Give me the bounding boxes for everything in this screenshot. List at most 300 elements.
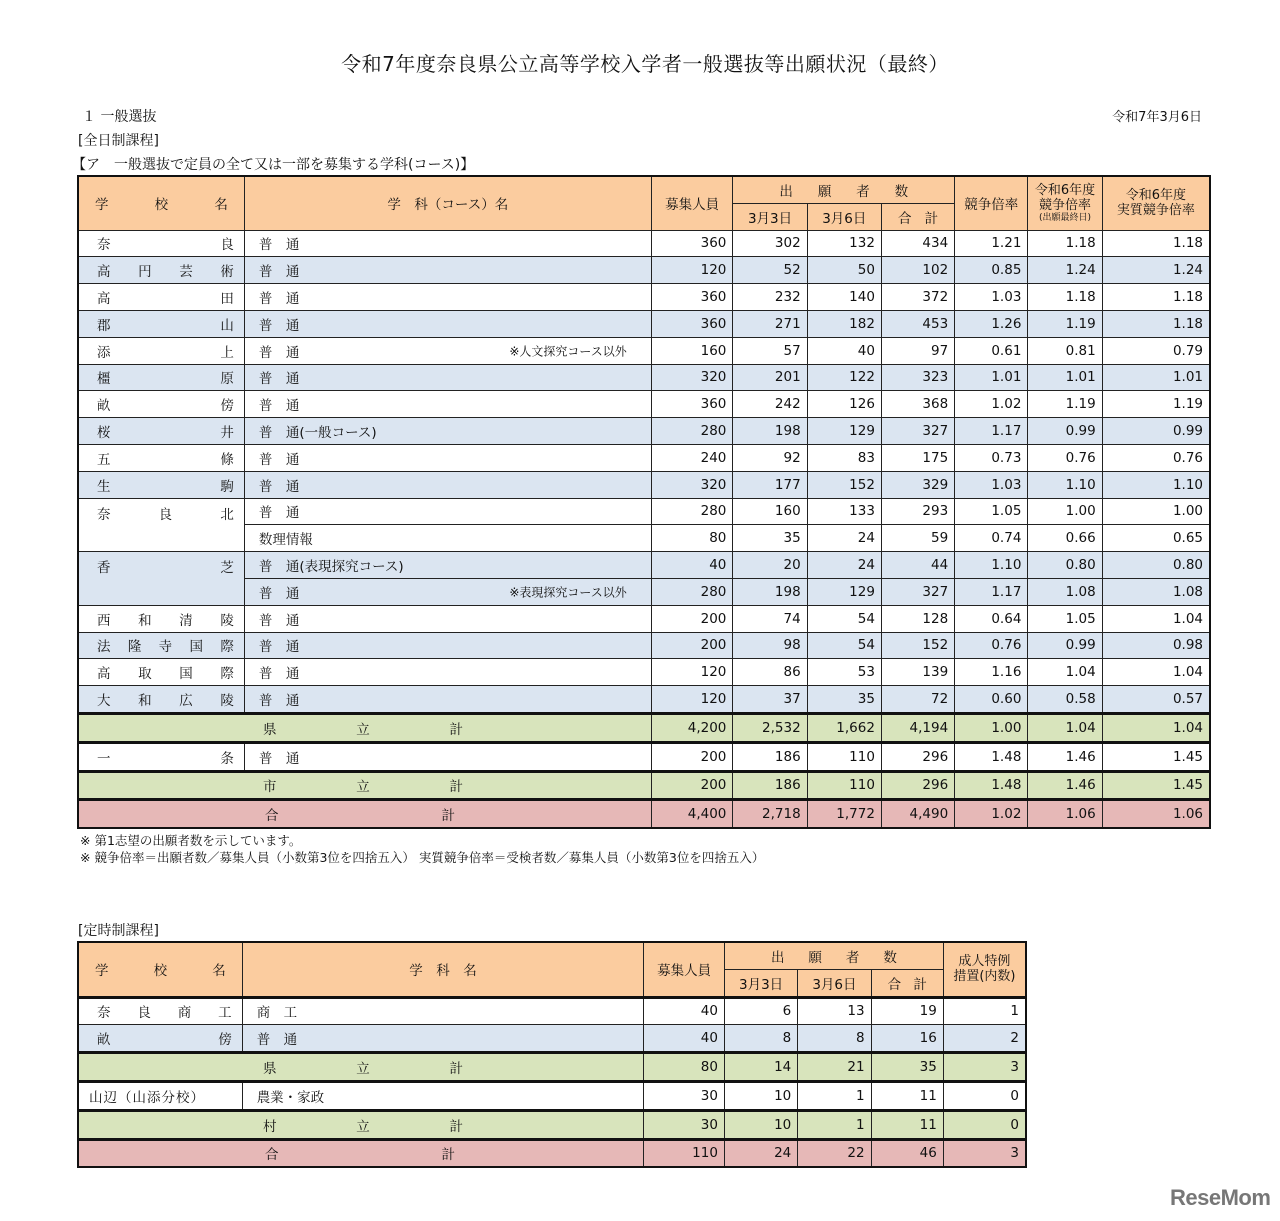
header-total: 合 計 — [881, 203, 954, 230]
total: 11 — [871, 1081, 943, 1110]
total: 152 — [881, 632, 954, 659]
mar6: 1,772 — [807, 800, 881, 828]
mar6: 133 — [807, 498, 881, 525]
capacity: 40 — [644, 997, 725, 1025]
total-row — [78, 713, 1210, 742]
mar6: 40 — [807, 337, 881, 364]
school-cell — [78, 632, 244, 659]
school-cell — [78, 605, 244, 632]
table-row — [78, 418, 1210, 445]
dept-name: 数理情報 — [244, 525, 651, 552]
mar3: 198 — [733, 578, 807, 605]
header-capacity: 募集人員 — [644, 942, 725, 997]
prev_real: 1.06 — [1102, 800, 1210, 828]
prev_ratio: 1.06 — [1028, 800, 1102, 828]
mar6: 50 — [807, 257, 881, 284]
adult: 3 — [943, 1139, 1026, 1167]
school-name: 奈 良 商 工 — [97, 1005, 232, 1022]
table-row — [78, 284, 1210, 311]
header-applicants: 出 願 者 数 — [724, 942, 943, 969]
total: 368 — [881, 391, 954, 418]
ratio: 1.00 — [955, 713, 1028, 742]
table-row — [78, 310, 1210, 337]
mar6: 13 — [798, 997, 871, 1025]
ratio: 0.74 — [955, 525, 1028, 552]
mar3: 201 — [733, 364, 807, 391]
mar3: 86 — [733, 659, 807, 686]
table-row — [78, 605, 1210, 632]
capacity: 360 — [651, 230, 733, 257]
school-cell — [78, 284, 244, 311]
school-name: 奈 良 北 — [97, 506, 234, 523]
mar6: 110 — [807, 771, 881, 800]
prev_real: 0.80 — [1102, 552, 1210, 579]
total: 372 — [881, 284, 954, 311]
prev_real: 0.99 — [1102, 418, 1210, 445]
capacity: 200 — [651, 771, 733, 800]
capacity: 120 — [651, 659, 733, 686]
prev_ratio: 1.24 — [1028, 257, 1102, 284]
mar3: 24 — [724, 1139, 797, 1167]
fulltime-table — [77, 175, 1211, 829]
capacity: 160 — [651, 337, 733, 364]
total: 4,490 — [881, 800, 954, 828]
total: 327 — [881, 418, 954, 445]
prev_real: 1.08 — [1102, 578, 1210, 605]
capacity: 280 — [651, 418, 733, 445]
mar3: 52 — [733, 257, 807, 284]
mar6: 8 — [798, 1025, 871, 1053]
capacity: 4,200 — [651, 713, 733, 742]
dept-name: 普 通 — [244, 659, 651, 686]
mar3: 74 — [733, 605, 807, 632]
mar3: 232 — [733, 284, 807, 311]
header-school: 学 校 名 — [78, 942, 242, 997]
prev_real: 1.18 — [1102, 310, 1210, 337]
table-row — [78, 686, 1210, 714]
mar6: 129 — [807, 578, 881, 605]
dept-name: 商 工 — [242, 997, 644, 1025]
school-cell — [78, 444, 244, 471]
fulltime-header — [78, 176, 1210, 230]
mar3: 92 — [733, 444, 807, 471]
subtotal-label: 県 立 計 — [78, 713, 651, 742]
prev_ratio: 1.10 — [1028, 471, 1102, 498]
total: 46 — [871, 1139, 943, 1167]
header-mar3: 3月3日 — [733, 203, 807, 230]
header-prev-real-ratio: 令和6年度 実質競争倍率 — [1102, 176, 1210, 230]
ratio: 1.02 — [955, 800, 1028, 828]
mar3: 2,718 — [733, 800, 807, 828]
dept-note: ※表現探究コース以外 — [509, 585, 627, 600]
header-dept: 学 科 名 — [242, 942, 644, 997]
ratio: 1.05 — [955, 498, 1028, 525]
mar6: 22 — [798, 1139, 871, 1167]
capacity: 80 — [651, 525, 733, 552]
mar6: 83 — [807, 444, 881, 471]
school-cell — [78, 391, 244, 418]
total-row — [78, 800, 1210, 828]
fulltime-label: [全日制課程] — [78, 133, 159, 149]
table-row — [78, 997, 1026, 1025]
adult: 2 — [943, 1025, 1026, 1053]
prev_real: 1.45 — [1102, 742, 1210, 771]
school-name: 西 和 清 陵 — [97, 612, 234, 629]
mar6: 54 — [807, 632, 881, 659]
prev_ratio: 1.46 — [1028, 771, 1102, 800]
mar6: 182 — [807, 310, 881, 337]
header-school: 学 校 名 — [78, 176, 244, 230]
school-name: 高 田 — [97, 291, 234, 308]
prev_real: 1.00 — [1102, 498, 1210, 525]
total: 59 — [881, 525, 954, 552]
prev_ratio: 0.99 — [1028, 632, 1102, 659]
prev_ratio: 1.08 — [1028, 578, 1102, 605]
parttime-label: [定時制課程] — [78, 923, 159, 939]
school-name: 桜 井 — [97, 425, 234, 442]
school-name: 添 上 — [97, 344, 234, 361]
dept-name: 普 通 — [244, 471, 651, 498]
prev_ratio: 0.58 — [1028, 686, 1102, 714]
total: 16 — [871, 1025, 943, 1053]
ratio: 1.48 — [955, 742, 1028, 771]
subtotal-label: 市 立 計 — [78, 771, 651, 800]
capacity: 360 — [651, 310, 733, 337]
table-row — [78, 471, 1210, 498]
ratio: 0.76 — [955, 632, 1028, 659]
ratio: 1.02 — [955, 391, 1028, 418]
table-row — [78, 1025, 1026, 1053]
capacity: 280 — [651, 498, 733, 525]
table-row — [78, 552, 1210, 579]
dept-name: 農業・家政 — [242, 1081, 644, 1110]
mar3: 10 — [724, 1081, 797, 1110]
capacity: 200 — [651, 605, 733, 632]
capacity: 320 — [651, 364, 733, 391]
header-ratio: 競争倍率 — [955, 176, 1028, 230]
adult: 1 — [943, 997, 1026, 1025]
total-row — [78, 1110, 1026, 1139]
capacity: 4,400 — [651, 800, 733, 828]
dept-name: 普 通 ※人文探究コース以外 — [244, 337, 651, 364]
mar6: 54 — [807, 605, 881, 632]
prev_real: 1.24 — [1102, 257, 1210, 284]
total: 323 — [881, 364, 954, 391]
adult: 0 — [943, 1081, 1026, 1110]
mar3: 57 — [733, 337, 807, 364]
table-row — [78, 498, 1210, 525]
fulltime-body — [78, 230, 1210, 828]
total: 293 — [881, 498, 954, 525]
mar3: 37 — [733, 686, 807, 714]
school-cell — [78, 337, 244, 364]
school-name: 畝 傍 — [97, 1032, 232, 1049]
ratio: 0.60 — [955, 686, 1028, 714]
mar3: 302 — [733, 230, 807, 257]
mar6: 24 — [807, 552, 881, 579]
ratio: 1.01 — [955, 364, 1028, 391]
header-adult-special: 成人特例 措置(内数) — [943, 942, 1026, 997]
dept-name: 普 通 — [244, 230, 651, 257]
adult: 0 — [943, 1110, 1026, 1139]
mar3: 160 — [733, 498, 807, 525]
table-row — [78, 391, 1210, 418]
mar6: 129 — [807, 418, 881, 445]
capacity: 200 — [651, 632, 733, 659]
capacity: 30 — [644, 1081, 725, 1110]
school-cell — [78, 310, 244, 337]
prev_ratio: 1.01 — [1028, 364, 1102, 391]
prev_ratio: 0.80 — [1028, 552, 1102, 579]
table-row — [78, 337, 1210, 364]
capacity: 110 — [644, 1139, 725, 1167]
dept-name: 普 通(一般コース) — [244, 418, 651, 445]
prev_ratio: 1.19 — [1028, 310, 1102, 337]
prev_real: 1.19 — [1102, 391, 1210, 418]
table-row — [78, 364, 1210, 391]
school-name: 奈 良 — [97, 237, 234, 254]
prev_real: 0.76 — [1102, 444, 1210, 471]
ratio: 1.03 — [955, 471, 1028, 498]
school-cell — [78, 471, 244, 498]
prev_ratio: 0.66 — [1028, 525, 1102, 552]
capacity: 360 — [651, 284, 733, 311]
school-cell — [78, 418, 244, 445]
subtotal-label: 村 立 計 — [78, 1110, 644, 1139]
school-cell — [78, 1025, 242, 1053]
school-cell — [78, 686, 244, 714]
prev_real: 0.98 — [1102, 632, 1210, 659]
ratio: 1.16 — [955, 659, 1028, 686]
subtotal-label: 合 計 — [78, 1139, 644, 1167]
total-row — [78, 1053, 1026, 1082]
mar3: 8 — [724, 1025, 797, 1053]
subtotal-label: 県 立 計 — [78, 1053, 644, 1082]
mar3: 186 — [733, 742, 807, 771]
ratio: 1.10 — [955, 552, 1028, 579]
school-name: 香 芝 — [97, 560, 234, 577]
prev_real: 1.18 — [1102, 230, 1210, 257]
capacity: 40 — [644, 1025, 725, 1053]
capacity: 120 — [651, 257, 733, 284]
prev_ratio: 1.05 — [1028, 605, 1102, 632]
section-heading: １ 一般選抜 — [82, 109, 157, 125]
ratio: 0.85 — [955, 257, 1028, 284]
total: 97 — [881, 337, 954, 364]
mar3: 35 — [733, 525, 807, 552]
capacity: 40 — [651, 552, 733, 579]
ratio: 1.26 — [955, 310, 1028, 337]
school-name: 橿 原 — [97, 371, 234, 388]
school-cell — [78, 230, 244, 257]
prev_ratio: 1.04 — [1028, 659, 1102, 686]
dept-note: ※人文探究コース以外 — [509, 344, 627, 359]
prev_real: 1.01 — [1102, 364, 1210, 391]
prev_real: 0.57 — [1102, 686, 1210, 714]
table-row — [78, 659, 1210, 686]
school-name: 郡 山 — [97, 317, 234, 334]
prev_real: 0.79 — [1102, 337, 1210, 364]
school-name: 大 和 広 陵 — [97, 693, 234, 710]
header-mar6: 3月6日 — [798, 969, 871, 997]
prev_ratio: 1.46 — [1028, 742, 1102, 771]
school-name: 一 条 — [97, 750, 234, 767]
table-row — [78, 1081, 1026, 1110]
ratio: 1.48 — [955, 771, 1028, 800]
prev_ratio: 0.81 — [1028, 337, 1102, 364]
dept-name: 普 通(表現探究コース) — [244, 552, 651, 579]
capacity: 280 — [651, 578, 733, 605]
mar3: 242 — [733, 391, 807, 418]
total: 11 — [871, 1110, 943, 1139]
mar6: 53 — [807, 659, 881, 686]
ratio: 1.21 — [955, 230, 1028, 257]
total: 453 — [881, 310, 954, 337]
school-cell — [78, 498, 244, 552]
prev_real: 1.45 — [1102, 771, 1210, 800]
prev_ratio: 0.76 — [1028, 444, 1102, 471]
mar3: 198 — [733, 418, 807, 445]
dept-name: 普 通 — [244, 257, 651, 284]
school-name: 五 條 — [97, 451, 234, 468]
total: 434 — [881, 230, 954, 257]
parttime-table — [77, 941, 1027, 1168]
school-name: 法 隆 寺 国 際 — [97, 639, 234, 656]
ratio: 1.17 — [955, 578, 1028, 605]
total: 175 — [881, 444, 954, 471]
capacity: 80 — [644, 1053, 725, 1082]
header-mar6: 3月6日 — [807, 203, 881, 230]
header-capacity: 募集人員 — [651, 176, 733, 230]
table-row — [78, 578, 1210, 605]
total-row — [78, 771, 1210, 800]
dept-name: 普 通 — [244, 498, 651, 525]
prev_ratio: 1.18 — [1028, 284, 1102, 311]
dept-name: 普 通 — [244, 391, 651, 418]
mar6: 1 — [798, 1110, 871, 1139]
header-prev-ratio: 令和6年度 競争倍率 (出願最終日) — [1028, 176, 1102, 230]
capacity: 360 — [651, 391, 733, 418]
mar3: 177 — [733, 471, 807, 498]
school-name: 畝 傍 — [97, 398, 234, 415]
mar6: 24 — [807, 525, 881, 552]
prev_real: 1.18 — [1102, 284, 1210, 311]
dept-name: 普 通 ※表現探究コース以外 — [244, 578, 651, 605]
adult: 3 — [943, 1053, 1026, 1082]
prev_ratio: 1.04 — [1028, 713, 1102, 742]
capacity: 120 — [651, 686, 733, 714]
ratio: 1.17 — [955, 418, 1028, 445]
subtotal-label: 合 計 — [78, 800, 651, 828]
mar6: 1,662 — [807, 713, 881, 742]
header-dept: 学 科（コース）名 — [244, 176, 651, 230]
document-title: 令和7年度奈良県公立高等学校入学者一般選抜等出願状況（最終） — [341, 52, 949, 76]
mar6: 122 — [807, 364, 881, 391]
prev_ratio: 1.19 — [1028, 391, 1102, 418]
total: 35 — [871, 1053, 943, 1082]
parttime-header — [78, 942, 1026, 997]
total: 4,194 — [881, 713, 954, 742]
mar3: 2,532 — [733, 713, 807, 742]
mar6: 140 — [807, 284, 881, 311]
school-cell — [78, 552, 244, 606]
ratio: 0.64 — [955, 605, 1028, 632]
mar3: 271 — [733, 310, 807, 337]
mar6: 126 — [807, 391, 881, 418]
category-label: 【ア 一般選抜で定員の全て又は一部を募集する学科(コース)】 — [72, 157, 475, 173]
school-cell: 山辺（山添分校） — [78, 1081, 242, 1110]
prev_ratio: 0.99 — [1028, 418, 1102, 445]
table-row — [78, 230, 1210, 257]
ratio: 0.73 — [955, 444, 1028, 471]
dept-name: 普 通 — [242, 1025, 644, 1053]
table-row — [78, 525, 1210, 552]
mar3: 20 — [733, 552, 807, 579]
header-mar3: 3月3日 — [724, 969, 797, 997]
dept-name: 普 通 — [244, 605, 651, 632]
capacity: 200 — [651, 742, 733, 771]
mar6: 1 — [798, 1081, 871, 1110]
school-cell — [78, 659, 244, 686]
prev_real: 0.65 — [1102, 525, 1210, 552]
header-applicants: 出 願 者 数 — [733, 176, 955, 203]
mar3: 10 — [724, 1110, 797, 1139]
prev_real: 1.04 — [1102, 713, 1210, 742]
dept-name: 普 通 — [244, 742, 651, 771]
mar6: 35 — [807, 686, 881, 714]
prev_real: 1.04 — [1102, 659, 1210, 686]
prev_ratio: 1.18 — [1028, 230, 1102, 257]
report-date: 令和7年3月6日 — [1112, 110, 1202, 125]
total-row — [78, 1139, 1026, 1167]
total: 128 — [881, 605, 954, 632]
parttime-body — [78, 997, 1026, 1167]
dept-name: 普 通 — [244, 364, 651, 391]
note-2: ※ 競争倍率＝出願者数／募集人員（小数第3位を四捨五入） 実質競争倍率＝受検者数／募集人員（小数第3位を四捨五入） — [80, 850, 765, 865]
mar6: 132 — [807, 230, 881, 257]
table-row — [78, 742, 1210, 771]
total: 327 — [881, 578, 954, 605]
notes — [80, 832, 764, 866]
mar3: 98 — [733, 632, 807, 659]
capacity: 30 — [644, 1110, 725, 1139]
total: 139 — [881, 659, 954, 686]
school-cell — [78, 997, 242, 1025]
table-row — [78, 632, 1210, 659]
total: 296 — [881, 771, 954, 800]
total: 102 — [881, 257, 954, 284]
prev_real: 1.10 — [1102, 471, 1210, 498]
note-1: ※ 第1志望の出願者数を示しています。 — [80, 833, 302, 848]
school-cell — [78, 257, 244, 284]
prev_real: 1.04 — [1102, 605, 1210, 632]
dept-name: 普 通 — [244, 310, 651, 337]
resemom-logo: ReseMom — [1170, 1185, 1271, 1210]
total: 19 — [871, 997, 943, 1025]
ratio: 1.03 — [955, 284, 1028, 311]
mar3: 186 — [733, 771, 807, 800]
dept-name: 普 通 — [244, 444, 651, 471]
capacity: 240 — [651, 444, 733, 471]
table-row — [78, 257, 1210, 284]
dept-name: 普 通 — [244, 686, 651, 714]
ratio: 0.61 — [955, 337, 1028, 364]
dept-name: 普 通 — [244, 284, 651, 311]
school-name: 高 取 国 際 — [97, 666, 234, 683]
table-row — [78, 444, 1210, 471]
school-name: 高 円 芸 術 — [97, 264, 234, 281]
school-cell — [78, 364, 244, 391]
